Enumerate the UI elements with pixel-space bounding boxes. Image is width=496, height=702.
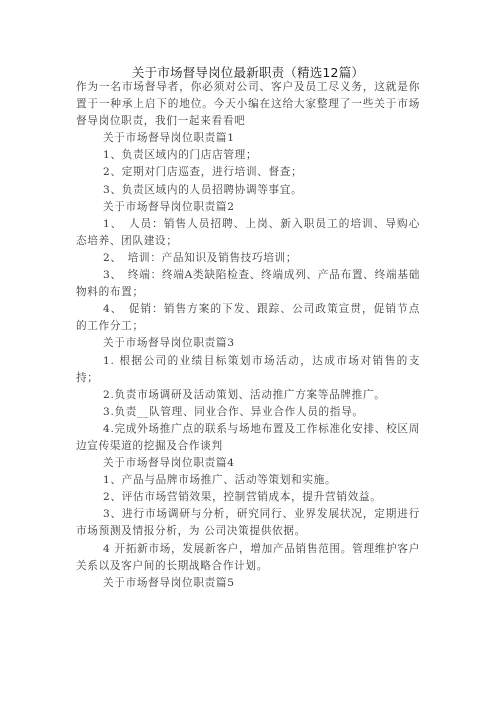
list-item: 3、负责区域内的人员招聘协调等事宜。 — [103, 183, 303, 196]
list-item: 1. 根据公司的业绩目标策划市场活动，达成市场对销售的支持； — [76, 354, 420, 384]
paragraph: 作为一名市场督导者，你必须对公司、客户及员工尽义务，这就是你置于一种承上启下的地位。今天小编在这给大家整理了一些关于市场督导岗位职责，我们一起来看看吧 — [76, 81, 420, 128]
section-heading: 关于市场督导岗位职责篇3 — [103, 337, 235, 350]
section-heading: 关于市场督导岗位职责篇2 — [103, 200, 235, 213]
list-item: 1、 人员：销售人员招聘、上岗、新入职员工的培训、导购心态培养、团队建设； — [76, 217, 420, 247]
list-item: 4.完成外场推广点的联系与场地布置及工作标准化安排、校区周边宣传渠道的挖掘及合作谈判 — [76, 422, 420, 452]
list-item: 3、进行市场调研与分析，研究同行、业界发展状况，定期进行市场预测及情报分析，为 公司决策提供依据。 — [76, 508, 420, 538]
list-item: 2.负责市场调研及活动策划、活动推广方案等品牌推广。 — [103, 388, 386, 401]
section-heading: 关于市场督导岗位职责篇5 — [103, 576, 235, 589]
list-item: 2、定期对门店巡查，进行培训、督查； — [103, 166, 303, 179]
document-body — [76, 79, 420, 592]
section-heading: 关于市场督导岗位职责篇1 — [103, 132, 235, 145]
list-item: 2、评估市场营销效果，控制营销成本，提升营销效益。 — [103, 491, 382, 504]
document-title: 关于市场督导岗位最新职责（精选12篇） — [131, 65, 365, 80]
list-item: 4、 促销：销售方案的下发、跟踪、公司政策宣贯，促销节点的工作分工； — [76, 303, 420, 333]
section-heading: 关于市场督导岗位职责篇4 — [103, 457, 235, 470]
list-item: 2、 培训：产品知识及销售技巧培训； — [103, 251, 298, 264]
list-item: 1、产品与品牌市场推广、活动等策划和实施。 — [103, 474, 337, 487]
list-item: 3、 终端：终端A类缺陷检查、终端成列、产品布置、终端基础物料的布置； — [76, 269, 420, 299]
list-item: 4 开拓新市场，发展新客户，增加产品销售范围。管理维护客户关系以及客户间的长期战略合作计划。 — [76, 542, 420, 572]
list-item: 1、负责区域内的门店店管理； — [103, 149, 258, 162]
list-item: 3.负责__队管理、同业合作、异业合作人员的指导。 — [103, 405, 364, 418]
